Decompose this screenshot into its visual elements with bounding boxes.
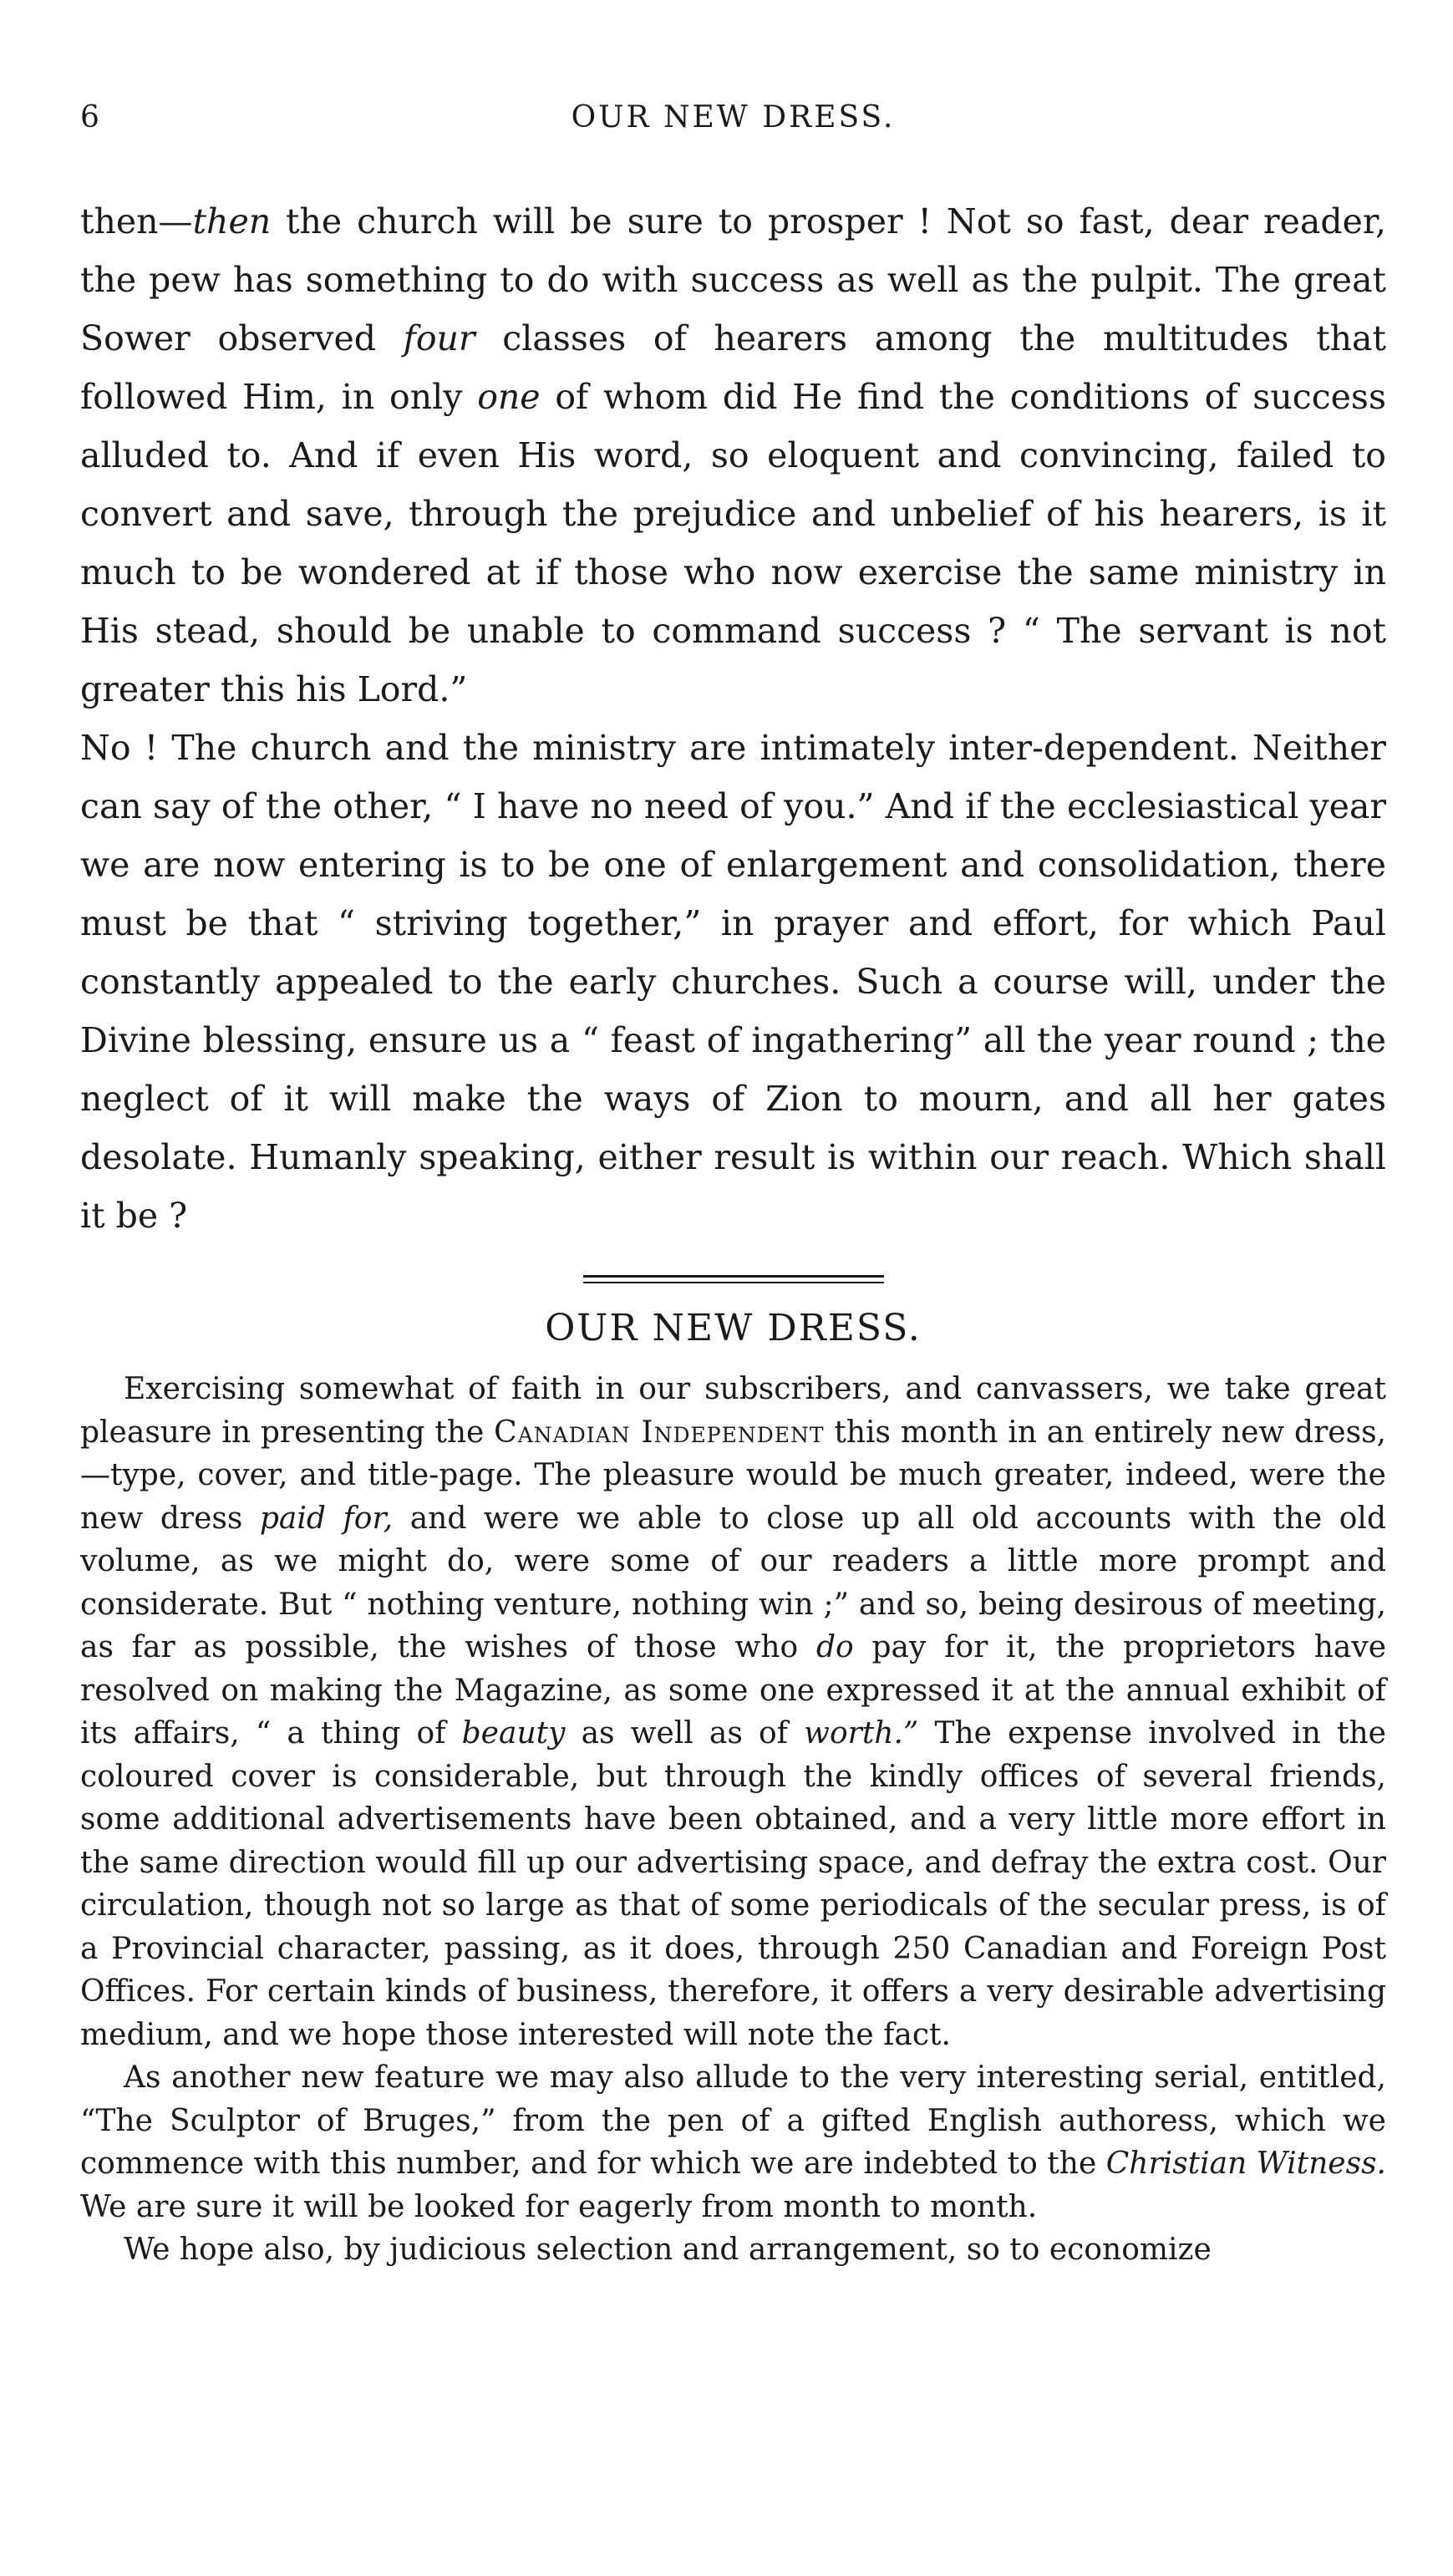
paragraph-no: No ! The church and the ministry are intimately inter-dependent. Neither can say of the other, “ I have no need of you.” And if the ecclesiastical year we are now entering is to be one of enlargement and consolidation, there must be that “ striving together,” in prayer and effort, for which Paul constantly appealed to the early churches. Such a course will, under the Divine blessing, ensure us a “ feast of ingathering” all the year round ; the neglect of it will make the ways of Zion to mourn, and all her gates desolate. Humanly speaking, either result is within our reach. Which shall it be ? xyxy=(80,728,1386,1236)
running-head xyxy=(80,100,1386,159)
paragraph-exercising xyxy=(80,1368,1386,2056)
text-run: this month in an entirely new dress,—type, cover, and title-page. The pleasure would be much greater, indeed, were the new dress xyxy=(80,1415,1386,1536)
divider-line xyxy=(583,1282,884,1283)
paragraph-another-feature xyxy=(80,2056,1386,2228)
italic-text: Christian Witness. xyxy=(1105,2147,1386,2181)
paragraph-continuation xyxy=(80,192,1386,719)
italic-text: do xyxy=(815,1630,854,1664)
text-run: As another new feature we may also allude to the very interesting serial, entitled, “The Sculptor of Bruges,” from the pen of a gifted English authoress, which we commence with this number, and for which we are indebted to the xyxy=(80,2060,1386,2181)
text-run: pay for it, the proprietors have resolved on making the Magazine, as some one expressed it at the annual exhibit of its affairs, “ a thing of xyxy=(80,1630,1386,1750)
italic-text: then xyxy=(192,201,272,241)
divider-line xyxy=(583,1275,884,1278)
section-divider xyxy=(80,1275,1386,1283)
text-run: The expense involved in the coloured cover is considerable, but through the kindly offices of several friends, some additional advertisements have been obtained, and a very little more effort in the same direction would fill up our advertising space, and defray the extra cost. Our circulation, though not so large as that of some periodicals of the secular press, is of a Provincial character, passing, as it does, through 250 Canadian and Foreign Post Offices. For certain kinds of business, therefore, it offers a very desirable advertising medium, and we hope those interested will note the fact. xyxy=(80,1716,1386,2052)
italic-text: four xyxy=(403,318,475,358)
text-run: classes of hearers among the multitudes that followed Him, in only xyxy=(80,318,1386,417)
text-run: then— xyxy=(80,201,193,241)
text-run: We are sure it will be looked for eagerly from month to month. xyxy=(80,2189,1038,2224)
text-run: the church will be sure to prosper ! Not so fast, dear reader, the pew has something to do with success as well as the pulpit. The great Sower observed xyxy=(80,201,1386,358)
paragraph-economize: We hope also, by judicious selection and arrangement, so to economize xyxy=(124,2233,1212,2267)
section-heading: OUR NEW DRESS. xyxy=(545,1307,922,1349)
text-run: of whom did He find the conditions of success alluded to. And if even His word, so eloquent and convincing, failed to convert and save, through the prejudice and unbelief of his hearers, is it much to be wondered at if those who now exercise the same ministry in His stead, should be unable to command success ? “ The servant is not greater this his Lord.” xyxy=(80,377,1387,709)
text-run: Exercising somewhat of faith in our subscribers, and canvassers, we take great pleasure in presenting the xyxy=(80,1372,1386,1450)
italic-text: paid for, xyxy=(259,1501,394,1536)
running-title: OUR NEW DRESS. xyxy=(571,100,896,135)
text-run: and were we able to close up all old accounts with the old volume, as we might do, were some of our readers a little more prompt and considerate. But “ nothing venture, nothing win ;” and so, being desirous of meeting, as far as possible, the wishes of those who xyxy=(80,1501,1386,1664)
small-caps-text: Canadian Independent xyxy=(494,1415,825,1450)
italic-text: beauty xyxy=(461,1716,566,1750)
page-number: 6 xyxy=(80,100,102,135)
italic-text: one xyxy=(477,377,541,417)
text-run: as well as of xyxy=(565,1716,805,1750)
italic-text: worth.” xyxy=(804,1716,919,1750)
